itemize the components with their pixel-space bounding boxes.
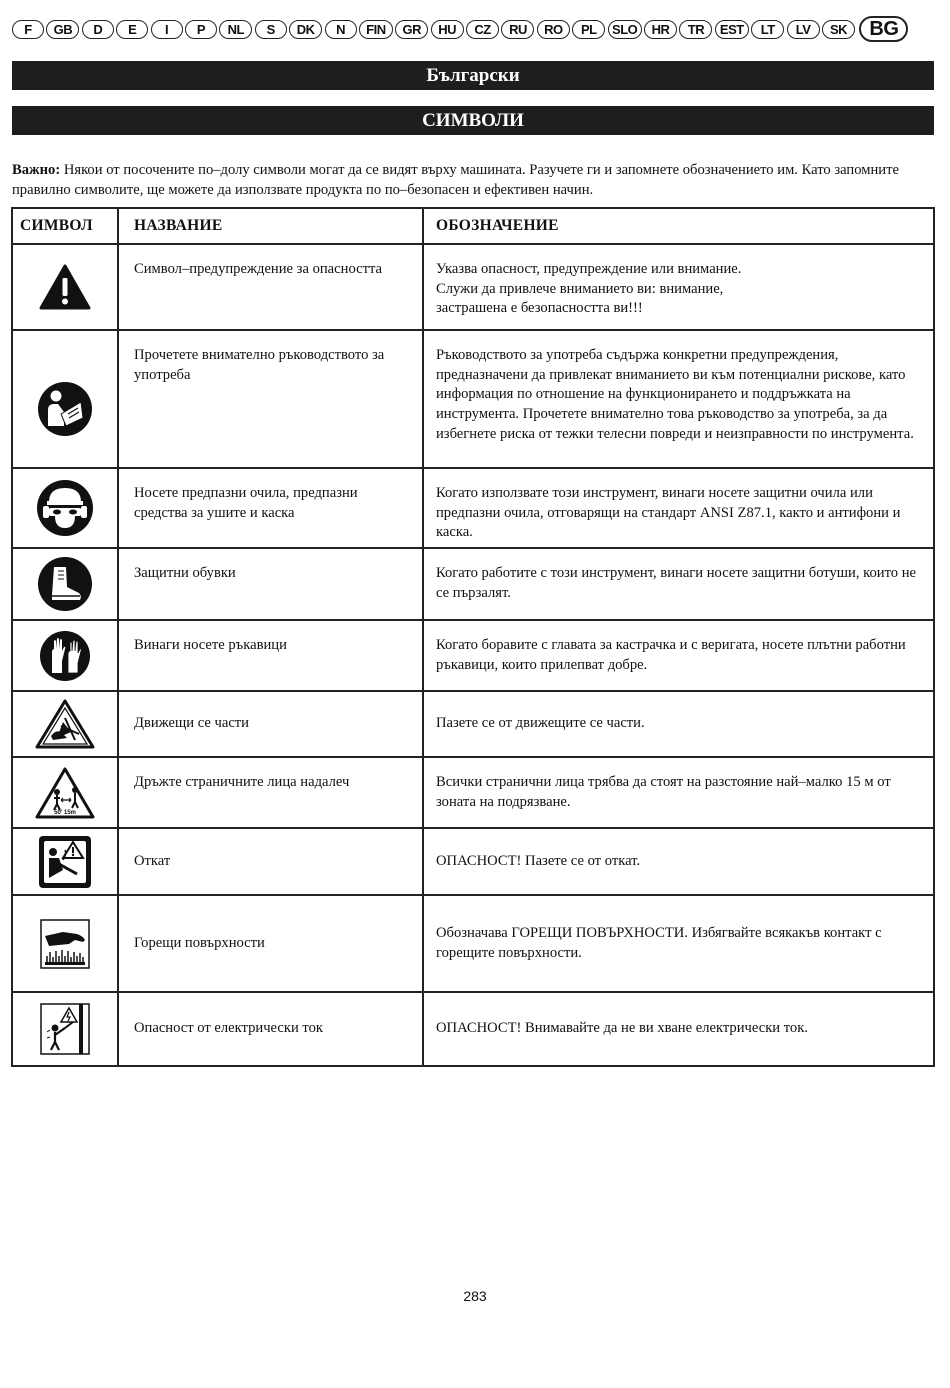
symbol-cell [12,330,118,468]
symbol-desc: Когато използвате този инструмент, винаги носете защитни очила или предпазни очила, отговарящи на стандарт ANSI Z87.1, както и антифони и каска. [423,468,934,548]
table-row [12,691,934,757]
table-row [12,244,934,330]
gloves-icon [38,629,92,683]
intro-bold: Важно: [12,162,61,178]
header-meaning: ОБОЗНАЧЕНИЕ [423,208,934,244]
symbol-cell [12,828,118,895]
header-name: НАЗВАНИЕ [118,208,423,244]
table-row [12,548,934,620]
read-manual-icon [36,380,94,438]
language-tab-sk: SK [822,20,855,39]
language-tabs [12,16,938,42]
language-tab-lt: LT [751,20,784,39]
symbol-desc: Когато работите с този инструмент, винаги носете защитни ботуши, които не се пързалят. [423,548,934,620]
page-number: 283 [463,1288,487,1304]
language-tab-dk: DK [289,20,322,39]
symbol-desc: Всички странични лица трябва да стоят на разстояние най–малко 15 м от зоната на подрязване. [423,757,934,828]
language-tab-est: EST [715,20,749,39]
symbol-desc: Пазете се от движещите се части. [423,691,934,757]
symbol-desc: ОПАСНОСТ! Внимавайте да не ви хване електрически ток. [423,992,934,1066]
table-row [12,828,934,895]
kickback-icon [37,834,93,890]
hot-surface-icon [39,918,91,970]
language-title: Български [426,64,520,86]
symbol-name: Опасност от електрически ток [118,992,423,1066]
symbol-cell [12,620,118,691]
language-tab-nl: NL [219,20,252,39]
table-row [12,330,934,468]
symbol-desc: ОПАСНОСТ! Пазете се от откат. [423,828,934,895]
language-tab-ru: RU [501,20,534,39]
language-tab-hu: HU [431,20,464,39]
symbol-cell [12,895,118,992]
symbol-desc: Ръководството за употреба съдържа конкретни предупреждения, предназначени да привлекат вниманието ви към потенциални рискове, като информация по отношение на функционирането и поддръжката на инструмента. Прочетете внимателно това ръководство за употреба, за да избегнете риска от тежки телесни повреди и неизправности по инструмента. [423,330,934,468]
language-tab-slo: SLO [608,20,642,39]
symbol-name: Винаги носете ръкавици [118,620,423,691]
symbol-name: Символ–предупреждение за опасността [118,244,423,330]
symbol-cell [12,548,118,620]
table-row [12,620,934,691]
section-title: СИМВОЛИ [422,109,524,131]
intro-text: Някои от посочените по–долу символи могат да се видят върху машината. Разучете ги и запомнете обозначението им. Като запомните правилно символите, ще можете да използвате продукта по по–безопасен и ефективен начин. [12,162,899,198]
language-tab-lv: LV [787,20,820,39]
language-tab-tr: TR [679,20,712,39]
symbol-cell [12,244,118,330]
symbol-cell [12,691,118,757]
moving-parts-icon [35,698,95,750]
language-tab-gr: GR [395,20,428,39]
section-title-bar [12,106,934,135]
symbol-name: Защитни обувки [118,548,423,620]
safety-boots-icon [36,555,94,613]
symbol-name: Движещи се части [118,691,423,757]
table-header-row [12,208,934,244]
language-tab-f: F [12,20,44,39]
symbol-desc: Обозначава ГОРЕЩИ ПОВЪРХНОСТИ. Избягвайте всякакъв контакт с горещите повърхности. [423,895,934,992]
language-title-bar [12,61,934,90]
electric-shock-icon [39,1002,91,1056]
intro-paragraph [12,161,930,200]
language-tab-fin: FIN [359,20,393,39]
language-tab-ro: RO [537,20,570,39]
protective-gear-icon [35,478,95,538]
symbol-desc: Указва опасност, предупреждение или внимание. Служи да привлече вниманието ви: внимание, застрашена е безопасността ви!!! [423,244,934,330]
header-symbol: СИМВОЛ [12,208,118,244]
symbol-name: Прочетете внимателно ръководството за употреба [118,330,423,468]
language-tab-hr: HR [644,20,677,39]
language-tab-i: I [151,20,183,39]
language-tab-cz: CZ [466,20,499,39]
language-tab-active: BG [859,16,908,42]
symbol-name: Носете предпазни очила, предпазни средства за ушите и каска [118,468,423,548]
table-row [12,992,934,1066]
symbol-cell [12,468,118,548]
table-row [12,468,934,548]
language-tab-p: P [185,20,217,39]
symbols-table [11,207,935,1067]
language-tab-gb: GB [46,20,79,39]
keep-bystanders-away-icon [35,766,95,820]
language-tab-d: D [82,20,114,39]
symbol-desc: Когато боравите с главата за кастрачка и с веригата, носете плътни работни ръкавици, които прилепват добре. [423,620,934,691]
symbol-cell [12,757,118,828]
symbol-name: Горещи повърхности [118,895,423,992]
symbol-cell [12,992,118,1066]
warning-triangle-icon [39,263,91,311]
language-tab-e: E [116,20,148,39]
language-tab-n: N [325,20,357,39]
table-row [12,757,934,828]
language-tab-s: S [255,20,287,39]
symbol-name: Дръжте страничните лица надалеч [118,757,423,828]
language-tab-pl: PL [572,20,605,39]
symbol-name: Откат [118,828,423,895]
distance-label: 50' 15m [54,809,76,816]
table-row [12,895,934,992]
